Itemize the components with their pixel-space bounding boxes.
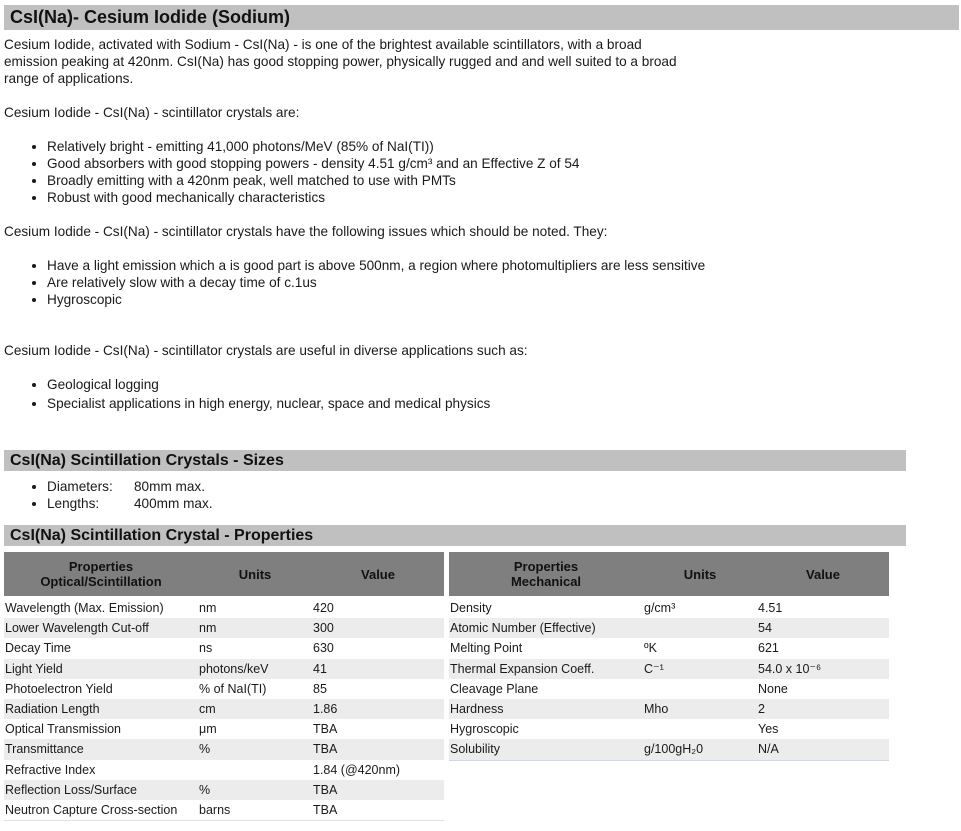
page-title: CsI(Na)- Cesium Iodide (Sodium) [4, 5, 959, 30]
size-value: 80mm max. [134, 479, 206, 494]
applications-list [22, 375, 712, 413]
table-row [4, 739, 444, 759]
list-item [47, 495, 712, 512]
cell-units: nm [198, 618, 312, 638]
cell-property: Density [450, 601, 492, 616]
cell-property: Refractive Index [5, 762, 96, 777]
table-row [4, 679, 444, 699]
properties-section-title: CsI(Na) Scintillation Crystal - Properties [4, 525, 906, 546]
cell-value: 630 [313, 641, 334, 656]
cell-property: Melting Point [450, 641, 523, 656]
cell-property: Neutron Capture Cross-section [5, 802, 178, 817]
cell-value: 420 [313, 601, 334, 616]
list-item: • Relatively bright - emitting 41,000 photons/MeV (85% of NaI(TI)) [47, 138, 712, 155]
list-item: • Hygroscopic [47, 291, 712, 308]
property-column-header: Properties Optical/Scintillation [4, 552, 198, 597]
size-label: Lengths: [47, 496, 100, 511]
cell-value: 54 [757, 618, 889, 638]
value-column-header: Value [757, 552, 889, 597]
cell-property: Photoelectron Yield [5, 681, 113, 696]
cell-property: Cleavage Plane [450, 681, 539, 696]
table-row [4, 638, 444, 658]
cell-value: Yes [758, 722, 779, 737]
table-row [4, 597, 444, 618]
cell-property: Transmittance [4, 739, 198, 759]
size-value: 400mm max. [134, 496, 213, 511]
cell-units: barns [199, 802, 231, 817]
cell-property: Reflection Loss/Surface [4, 780, 198, 800]
property-column-header: Properties Mechanical [449, 552, 643, 597]
cell-units: ºK [644, 641, 657, 656]
list-item [47, 478, 712, 495]
table-row [449, 739, 889, 760]
cell-value: 1.84 (@420nm) [313, 762, 401, 777]
cell-value: N/A [757, 739, 889, 760]
cell-value: TBA [313, 722, 338, 737]
table-row [4, 618, 444, 638]
cell-property: Lower Wavelength Cut-off [4, 618, 198, 638]
cell-value: TBA [312, 780, 444, 800]
cell-property: Wavelength (Max. Emission) [5, 601, 164, 616]
list-item: • Have a light emission which a is good part is above 500nm, a region where photomultipliers are less sensitive [47, 257, 712, 274]
cell-units: photons/keV [198, 659, 312, 679]
cell-value: None [758, 681, 788, 696]
units-column-header: Units [198, 552, 312, 597]
table-row [4, 780, 444, 800]
cell-property: Solubility [449, 739, 643, 760]
cell-property: Radiation Length [4, 699, 198, 719]
cell-units [643, 719, 757, 739]
features-list [22, 138, 712, 206]
cell-property: Hygroscopic [450, 722, 519, 737]
table-header-row [449, 552, 889, 597]
cell-units: g/100gH₂0 [643, 739, 757, 760]
cell-units [198, 760, 312, 780]
table-row [449, 618, 889, 638]
list-item: • Are relatively slow with a decay time of c.1us [47, 274, 712, 291]
mechanical-properties-table [449, 552, 889, 761]
cell-property: Light Yield [4, 659, 198, 679]
sizes-list [22, 478, 712, 512]
cell-value: 41 [312, 659, 444, 679]
issues-intro: Cesium Iodide - CsI(Na) - scintillator crystals have the following issues which should be noted. They: [4, 224, 608, 239]
table-row [449, 659, 889, 679]
cell-property: Hardness [449, 699, 643, 719]
table-row [449, 597, 889, 618]
cell-units: μm [199, 722, 217, 737]
units-column-header: Units [643, 552, 757, 597]
list-item: • Good absorbers with good stopping powers - density 4.51 g/cm³ and an Effective Z of 54 [47, 155, 712, 172]
table-row [4, 699, 444, 719]
cell-units: cm [198, 699, 312, 719]
cell-property: Thermal Expansion Coeff. [449, 659, 643, 679]
cell-value: TBA [313, 802, 338, 817]
list-item: • Specialist applications in high energy, nuclear, space and medical physics [47, 394, 712, 413]
cell-value: 54.0 x 10⁻⁶ [757, 659, 889, 679]
table-row [449, 719, 889, 739]
cell-units: % of NaI(TI) [199, 681, 267, 696]
table-row [449, 638, 889, 658]
cell-property: Optical Transmission [5, 722, 122, 737]
table-row [4, 659, 444, 679]
cell-value: TBA [312, 739, 444, 759]
table-row [4, 760, 444, 780]
cell-property: Decay Time [5, 641, 71, 656]
table-row [449, 679, 889, 699]
cell-units: % [198, 780, 312, 800]
applications-intro: Cesium Iodide - CsI(Na) - scintillator crystals are useful in diverse applications such as: [4, 343, 528, 358]
value-column-header: Value [312, 552, 444, 597]
list-item: • Geological logging [47, 375, 712, 394]
cell-units: % [198, 739, 312, 759]
sizes-section-title: CsI(Na) Scintillation Crystals - Sizes [4, 450, 906, 471]
cell-units: C⁻¹ [643, 659, 757, 679]
cell-units: nm [199, 601, 217, 616]
cell-units: ns [199, 641, 213, 656]
features-intro: Cesium Iodide - CsI(Na) - scintillator crystals are: [4, 105, 300, 120]
cell-value: 300 [312, 618, 444, 638]
cell-units: Mho [643, 699, 757, 719]
cell-value: 4.51 [758, 601, 783, 616]
optical-properties-table [4, 552, 444, 821]
list-item: • Robust with good mechanically characteristics [47, 189, 712, 206]
list-item: • Broadly emitting with a 420nm peak, well matched to use with PMTs [47, 172, 712, 189]
cell-value: 1.86 [312, 699, 444, 719]
issues-list [22, 257, 712, 308]
cell-units [643, 679, 757, 699]
table-row [4, 719, 444, 739]
cell-value: 621 [758, 641, 779, 656]
table-header-row [4, 552, 444, 597]
table-row [4, 800, 444, 821]
cell-property: Atomic Number (Effective) [449, 618, 643, 638]
size-label: Diameters: [47, 479, 113, 494]
cell-units [643, 618, 757, 638]
cell-units: g/cm³ [644, 601, 676, 616]
cell-value: 2 [757, 699, 889, 719]
table-row [449, 699, 889, 719]
intro-paragraph: Cesium Iodide, activated with Sodium - CsI(Na) - is one of the brightest available scintillators, with a broad emission peaking at 420nm. CsI(Na) has good stopping power, physically rugged and and well suited to a broad range of applications. [4, 37, 677, 86]
cell-value: 85 [313, 681, 327, 696]
